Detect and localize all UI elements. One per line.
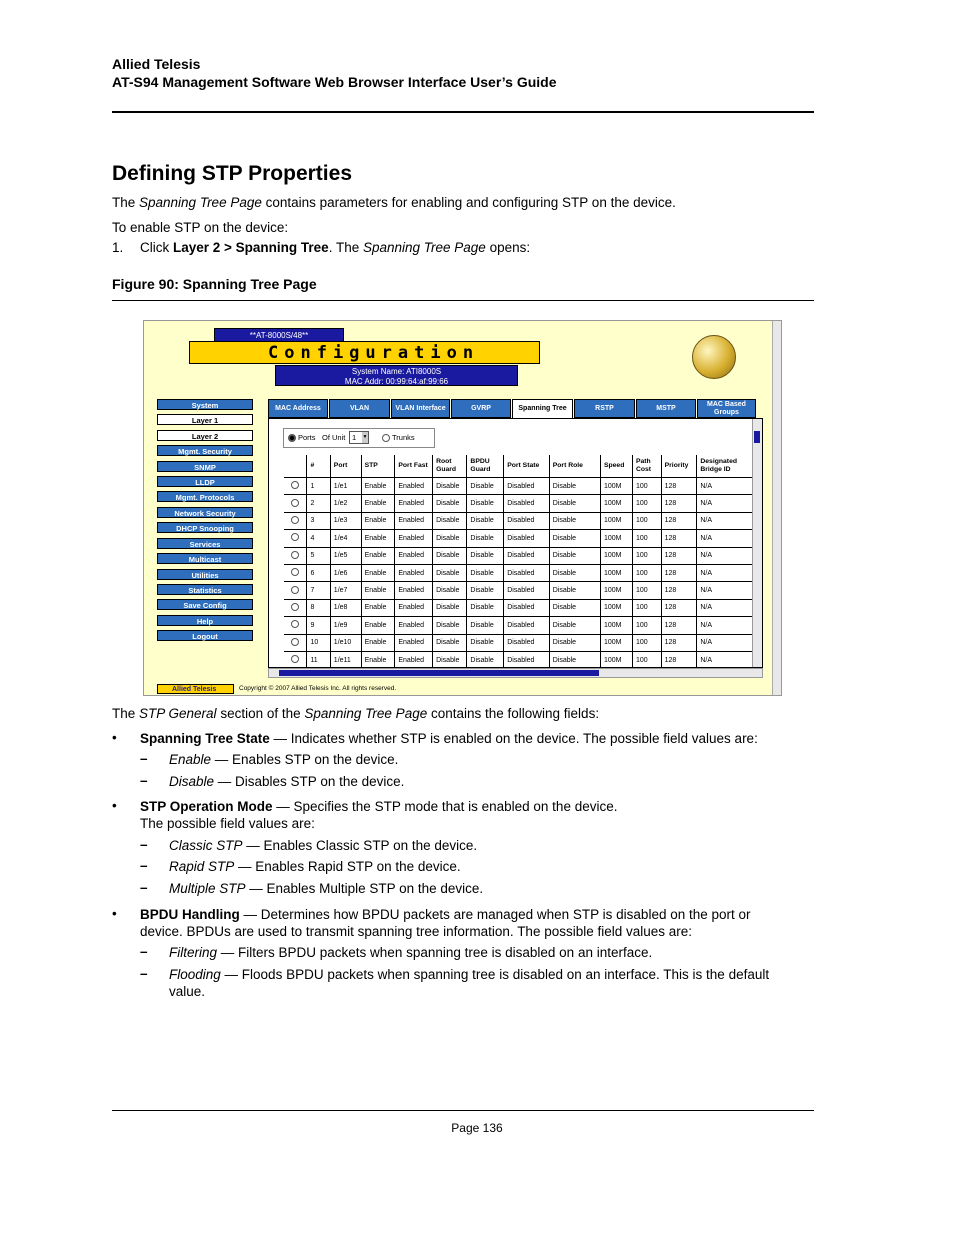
table-cell: N/A — [697, 599, 762, 616]
table-cell: 1/e6 — [330, 564, 361, 581]
copyright-text: Copyright © 2007 Allied Telesis Inc. All rights reserved. — [239, 685, 397, 692]
table-cell: Enabled — [395, 582, 433, 599]
sub-rapid-stp: Rapid STP — Enables Rapid STP on the device. — [169, 859, 461, 874]
table-cell: Enable — [361, 651, 395, 668]
scroll-thumb[interactable] — [754, 431, 760, 443]
table-cell: 1/e7 — [330, 582, 361, 599]
trunks-label: Trunks — [392, 433, 415, 442]
row-select-radio[interactable] — [291, 638, 299, 646]
row-select-cell[interactable] — [284, 564, 307, 581]
column-header: Port Role — [549, 455, 600, 478]
column-header: Priority — [661, 455, 697, 478]
table-cell: 100 — [632, 599, 661, 616]
dash-glyph: – — [140, 858, 148, 873]
row-select-radio[interactable] — [291, 499, 299, 507]
table-cell: Disable — [549, 651, 600, 668]
table-row[interactable] — [284, 495, 762, 512]
table-cell: Disable — [467, 564, 504, 581]
table-cell: Disabled — [504, 512, 550, 529]
table-cell: N/A — [697, 478, 762, 495]
model-label: **AT-8000S/48** — [214, 328, 344, 343]
tab-gvrp[interactable]: GVRP — [451, 399, 511, 418]
table-cell: Disable — [467, 495, 504, 512]
table-cell: Disable — [549, 634, 600, 651]
table-cell: Enable — [361, 634, 395, 651]
menu-item-save-config[interactable]: Save Config — [157, 599, 253, 610]
row-select-cell[interactable] — [284, 599, 307, 616]
stp-port-table — [284, 455, 762, 668]
sub-disable: Disable — Disables STP on the device. — [169, 774, 405, 789]
footer-rule — [112, 1110, 814, 1111]
table-cell: Disable — [433, 651, 467, 668]
trunks-radio[interactable] — [382, 434, 390, 442]
table-cell: Enabled — [395, 478, 433, 495]
dash-glyph: – — [140, 837, 148, 852]
table-row[interactable] — [284, 530, 762, 547]
table-row[interactable] — [284, 564, 762, 581]
row-select-radio[interactable] — [291, 620, 299, 628]
dash-glyph: – — [140, 751, 148, 766]
table-row[interactable] — [284, 651, 762, 668]
table-cell: 1/e10 — [330, 634, 361, 651]
table-cell: Enabled — [395, 547, 433, 564]
menu-item-multicast[interactable]: Multicast — [157, 553, 253, 564]
table-cell: 1 — [307, 478, 330, 495]
column-header: Port — [330, 455, 361, 478]
table-cell: 100 — [632, 617, 661, 634]
tab-vlan-interface[interactable]: VLAN Interface — [391, 399, 450, 418]
menu-item-layer-1[interactable]: Layer 1 — [157, 414, 253, 425]
hscroll-thumb[interactable] — [279, 670, 599, 676]
table-cell: N/A — [697, 651, 762, 668]
table-cell: 6 — [307, 564, 330, 581]
spanning-tree-screenshot — [143, 320, 782, 696]
page-vertical-scrollbar[interactable] — [772, 321, 781, 695]
menu-item-lldp[interactable]: LLDP — [157, 476, 253, 487]
table-cell: Disable — [433, 634, 467, 651]
menu-item-layer-2[interactable]: Layer 2 — [157, 430, 253, 441]
table-cell: Disabled — [504, 582, 550, 599]
bullet-stp-operation-mode: STP Operation Mode — Specifies the STP mode that is enabled on the device. The possible field values are: — [140, 799, 618, 831]
dash-glyph: – — [140, 944, 148, 959]
table-cell: Disabled — [504, 651, 550, 668]
row-select-cell[interactable] — [284, 512, 307, 529]
table-row[interactable] — [284, 599, 762, 616]
table-cell: Disable — [549, 478, 600, 495]
table-cell: Disable — [549, 599, 600, 616]
table-cell: Disable — [467, 651, 504, 668]
intro-paragraph: The Spanning Tree Page contains parameters for enabling and configuring STP on the device. — [112, 195, 676, 210]
allied-telesis-logo: Allied Telesis — [157, 684, 234, 694]
column-header: Port State — [504, 455, 550, 478]
table-cell: Disabled — [504, 547, 550, 564]
table-cell: 100M — [600, 651, 632, 668]
table-cell: 1/e5 — [330, 547, 361, 564]
table-cell: Disable — [549, 495, 600, 512]
table-cell: N/A — [697, 582, 762, 599]
row-select-radio[interactable] — [291, 533, 299, 541]
table-cell: 9 — [307, 617, 330, 634]
table-row[interactable] — [284, 547, 762, 564]
table-cell: Disable — [433, 478, 467, 495]
table-cell: 128 — [661, 564, 697, 581]
unit-select[interactable]: 1 ▼ — [349, 431, 369, 444]
table-cell: N/A — [697, 564, 762, 581]
table-cell: N/A — [697, 512, 762, 529]
table-cell: Enabled — [395, 599, 433, 616]
table-cell: 100 — [632, 564, 661, 581]
table-cell: 11 — [307, 651, 330, 668]
table-cell: 100M — [600, 530, 632, 547]
table-cell: 100 — [632, 478, 661, 495]
table-horizontal-scrollbar[interactable] — [268, 668, 763, 678]
system-name: System Name: ATI8000S — [351, 367, 442, 376]
table-cell: Disable — [433, 617, 467, 634]
table-cell: 100M — [600, 547, 632, 564]
table-cell: Enabled — [395, 634, 433, 651]
table-cell: 128 — [661, 651, 697, 668]
menu-item-services[interactable]: Services — [157, 538, 253, 549]
table-cell: Disable — [467, 547, 504, 564]
menu-item-snmp[interactable]: SNMP — [157, 461, 253, 472]
table-cell: 100M — [600, 564, 632, 581]
table-cell: 5 — [307, 547, 330, 564]
table-cell: 100 — [632, 547, 661, 564]
table-cell: N/A — [697, 530, 762, 547]
table-cell: Disabled — [504, 599, 550, 616]
row-select-radio[interactable] — [291, 655, 299, 663]
table-cell: Enable — [361, 495, 395, 512]
table-cell: Enabled — [395, 530, 433, 547]
table-cell: 1/e11 — [330, 651, 361, 668]
table-cell: 1/e9 — [330, 617, 361, 634]
table-cell: 1/e3 — [330, 512, 361, 529]
row-select-cell[interactable] — [284, 478, 307, 495]
row-select-cell[interactable] — [284, 582, 307, 599]
table-cell: 100M — [600, 582, 632, 599]
table-row[interactable] — [284, 582, 762, 599]
row-select-radio[interactable] — [291, 568, 299, 576]
table-row[interactable] — [284, 512, 762, 529]
table-cell: Disabled — [504, 564, 550, 581]
table-cell: N/A — [697, 547, 762, 564]
menu-item-utilities[interactable]: Utilities — [157, 569, 253, 580]
table-row[interactable] — [284, 634, 762, 651]
to-enable-text: To enable STP on the device: — [112, 220, 289, 235]
table-cell: Enabled — [395, 512, 433, 529]
figure-rule — [112, 300, 814, 301]
table-cell: Enabled — [395, 495, 433, 512]
table-cell: Disable — [549, 617, 600, 634]
table-cell: 128 — [661, 599, 697, 616]
tab-mac-based-groups[interactable]: MAC Based Groups — [697, 399, 756, 418]
menu-item-statistics[interactable]: Statistics — [157, 584, 253, 595]
table-cell: 128 — [661, 547, 697, 564]
tab-mac-address[interactable]: MAC Address — [268, 399, 328, 418]
table-cell: Enable — [361, 564, 395, 581]
of-unit-label: Of Unit — [322, 433, 346, 442]
sub-enable: Enable — Enables STP on the device. — [169, 752, 399, 767]
header-rule — [112, 111, 814, 113]
table-cell: Disabled — [504, 478, 550, 495]
table-cell: Enable — [361, 582, 395, 599]
column-header: Port Fast — [395, 455, 433, 478]
row-select-cell[interactable] — [284, 530, 307, 547]
sub-filtering: Filtering — Filters BPDU packets when spanning tree is disabled on an interface. — [169, 945, 653, 960]
table-cell: Disable — [433, 564, 467, 581]
table-cell: Disable — [467, 512, 504, 529]
table-cell: Disable — [433, 547, 467, 564]
bullet-glyph: • — [112, 798, 117, 813]
table-cell: 100M — [600, 617, 632, 634]
table-cell: Enable — [361, 617, 395, 634]
table-cell: 1/e4 — [330, 530, 361, 547]
table-cell: 100M — [600, 634, 632, 651]
table-cell: 128 — [661, 530, 697, 547]
table-cell: Disable — [467, 634, 504, 651]
footer-bar — [157, 684, 763, 695]
stp-general-intro: The STP General section of the Spanning Tree Page contains the following fields: — [112, 706, 600, 721]
table-cell: N/A — [697, 617, 762, 634]
sub-multiple-stp: Multiple STP — Enables Multiple STP on the device. — [169, 881, 484, 896]
row-select-cell[interactable] — [284, 634, 307, 651]
tab-mstp[interactable]: MSTP — [636, 399, 696, 418]
row-select-radio[interactable] — [291, 481, 299, 489]
table-cell: 4 — [307, 530, 330, 547]
table-cell: Enable — [361, 512, 395, 529]
menu-item-dhcp-snooping[interactable]: DHCP Snooping — [157, 522, 253, 533]
menu-item-system[interactable]: System — [157, 399, 253, 410]
table-cell: Disable — [433, 530, 467, 547]
table-row[interactable] — [284, 617, 762, 634]
table-cell: Disable — [467, 617, 504, 634]
step-1: 1. Click Layer 2 > Spanning Tree. The Spanning Tree Page opens: — [112, 240, 531, 255]
table-cell: Enable — [361, 478, 395, 495]
table-cell: Disable — [433, 599, 467, 616]
table-cell: Disable — [549, 564, 600, 581]
table-cell: 100 — [632, 512, 661, 529]
table-cell: Enable — [361, 599, 395, 616]
sub-classic-stp: Classic STP — Enables Classic STP on the device. — [169, 838, 478, 853]
column-header: # — [307, 455, 330, 478]
tab-vlan[interactable]: VLAN — [329, 399, 390, 418]
table-cell: 128 — [661, 495, 697, 512]
bullet-glyph: • — [112, 730, 117, 745]
column-header: Path Cost — [632, 455, 661, 478]
table-cell: Disable — [433, 495, 467, 512]
section-title: Defining STP Properties — [112, 162, 352, 185]
table-cell: 1/e2 — [330, 495, 361, 512]
table-cell: Disable — [467, 530, 504, 547]
menu-item-logout[interactable]: Logout — [157, 630, 253, 641]
table-cell: 128 — [661, 582, 697, 599]
table-cell: 100 — [632, 582, 661, 599]
sub-flooding: Flooding — Floods BPDU packets when spanning tree is disabled on an interface. This is the default value. — [169, 967, 770, 999]
row-select-cell[interactable] — [284, 547, 307, 564]
spanning-tree-panel — [268, 418, 763, 668]
dash-glyph: – — [140, 966, 148, 981]
column-header — [284, 455, 307, 478]
column-header: Speed — [600, 455, 632, 478]
dash-glyph: – — [140, 880, 148, 895]
table-cell: Enabled — [395, 617, 433, 634]
table-cell: 3 — [307, 512, 330, 529]
table-row[interactable] — [284, 478, 762, 495]
table-cell: 8 — [307, 599, 330, 616]
table-cell: 100M — [600, 512, 632, 529]
menu-item-mgmt-security[interactable]: Mgmt. Security — [157, 445, 253, 456]
row-select-cell[interactable] — [284, 495, 307, 512]
table-cell: Disable — [433, 582, 467, 599]
configuration-banner: Configuration — [189, 341, 540, 364]
bullet-bpdu-handling: BPDU Handling — Determines how BPDU packets are managed when STP is disabled on the port or device. BPDUs are used to transmit spanning tree information. The possible field values are: — [140, 907, 751, 939]
table-cell: 128 — [661, 512, 697, 529]
row-select-radio[interactable] — [291, 603, 299, 611]
table-vertical-scrollbar[interactable] — [752, 419, 762, 667]
table-cell: Disable — [467, 478, 504, 495]
chevron-down-icon: ▼ — [362, 432, 368, 443]
figure-caption: Figure 90: Spanning Tree Page — [112, 276, 317, 292]
table-cell: 100 — [632, 634, 661, 651]
table-cell: N/A — [697, 634, 762, 651]
menu-item-network-security[interactable]: Network Security — [157, 507, 253, 518]
ports-label: Ports — [298, 433, 316, 442]
table-cell: 100 — [632, 651, 661, 668]
company-name: Allied Telesis — [112, 56, 201, 72]
table-cell: 100M — [600, 599, 632, 616]
table-cell: 2 — [307, 495, 330, 512]
row-select-cell[interactable] — [284, 651, 307, 668]
table-cell: 128 — [661, 478, 697, 495]
guide-title: AT-S94 Management Software Web Browser Interface User’s Guide — [112, 74, 557, 90]
row-select-radio[interactable] — [291, 586, 299, 594]
table-cell: Enable — [361, 530, 395, 547]
page-number: Page 136 — [451, 1121, 503, 1135]
table-cell: Enabled — [395, 564, 433, 581]
table-cell: Disable — [549, 530, 600, 547]
table-cell: 1/e8 — [330, 599, 361, 616]
column-header: Designated Bridge ID — [697, 455, 762, 478]
bullet-glyph: • — [112, 906, 117, 921]
bullet-spanning-tree-state: Spanning Tree State — Indicates whether STP is enabled on the device. The possible field values are: — [140, 731, 758, 746]
column-header: Root Guard — [433, 455, 467, 478]
table-cell: Disabled — [504, 617, 550, 634]
row-select-radio[interactable] — [291, 516, 299, 524]
ports-radio[interactable] — [288, 434, 296, 442]
table-cell: Disabled — [504, 530, 550, 547]
table-cell: 100 — [632, 530, 661, 547]
table-cell: Disabled — [504, 634, 550, 651]
mac-address: MAC Addr: 00:99:64:af:99:66 — [344, 377, 449, 386]
system-info-box — [275, 365, 518, 386]
table-cell: Disable — [549, 582, 600, 599]
table-cell: 7 — [307, 582, 330, 599]
table-cell: Disable — [467, 599, 504, 616]
table-cell: Disable — [467, 582, 504, 599]
dash-glyph: – — [140, 773, 148, 788]
table-cell: Disabled — [504, 495, 550, 512]
row-select-cell[interactable] — [284, 617, 307, 634]
table-cell: 10 — [307, 634, 330, 651]
table-cell: Enable — [361, 547, 395, 564]
row-select-radio[interactable] — [291, 551, 299, 559]
column-header: BPDU Guard — [467, 455, 504, 478]
table-cell: 1/e1 — [330, 478, 361, 495]
table-cell: Enabled — [395, 651, 433, 668]
column-header: STP — [361, 455, 395, 478]
table-cell: 100 — [632, 495, 661, 512]
table-cell: Disable — [549, 512, 600, 529]
menu-item-mgmt-protocols[interactable]: Mgmt. Protocols — [157, 491, 253, 502]
globe-logo-icon — [692, 335, 736, 379]
table-cell: 128 — [661, 634, 697, 651]
table-cell: Disable — [433, 512, 467, 529]
table-cell: 128 — [661, 617, 697, 634]
table-cell: 100M — [600, 495, 632, 512]
table-cell: N/A — [697, 495, 762, 512]
menu-item-help[interactable]: Help — [157, 615, 253, 626]
tab-spanning-tree[interactable]: Spanning Tree — [512, 399, 573, 418]
table-cell: Disable — [549, 547, 600, 564]
ports-trunks-selector — [283, 428, 435, 448]
table-cell: 100M — [600, 478, 632, 495]
tab-rstp[interactable]: RSTP — [574, 399, 635, 418]
